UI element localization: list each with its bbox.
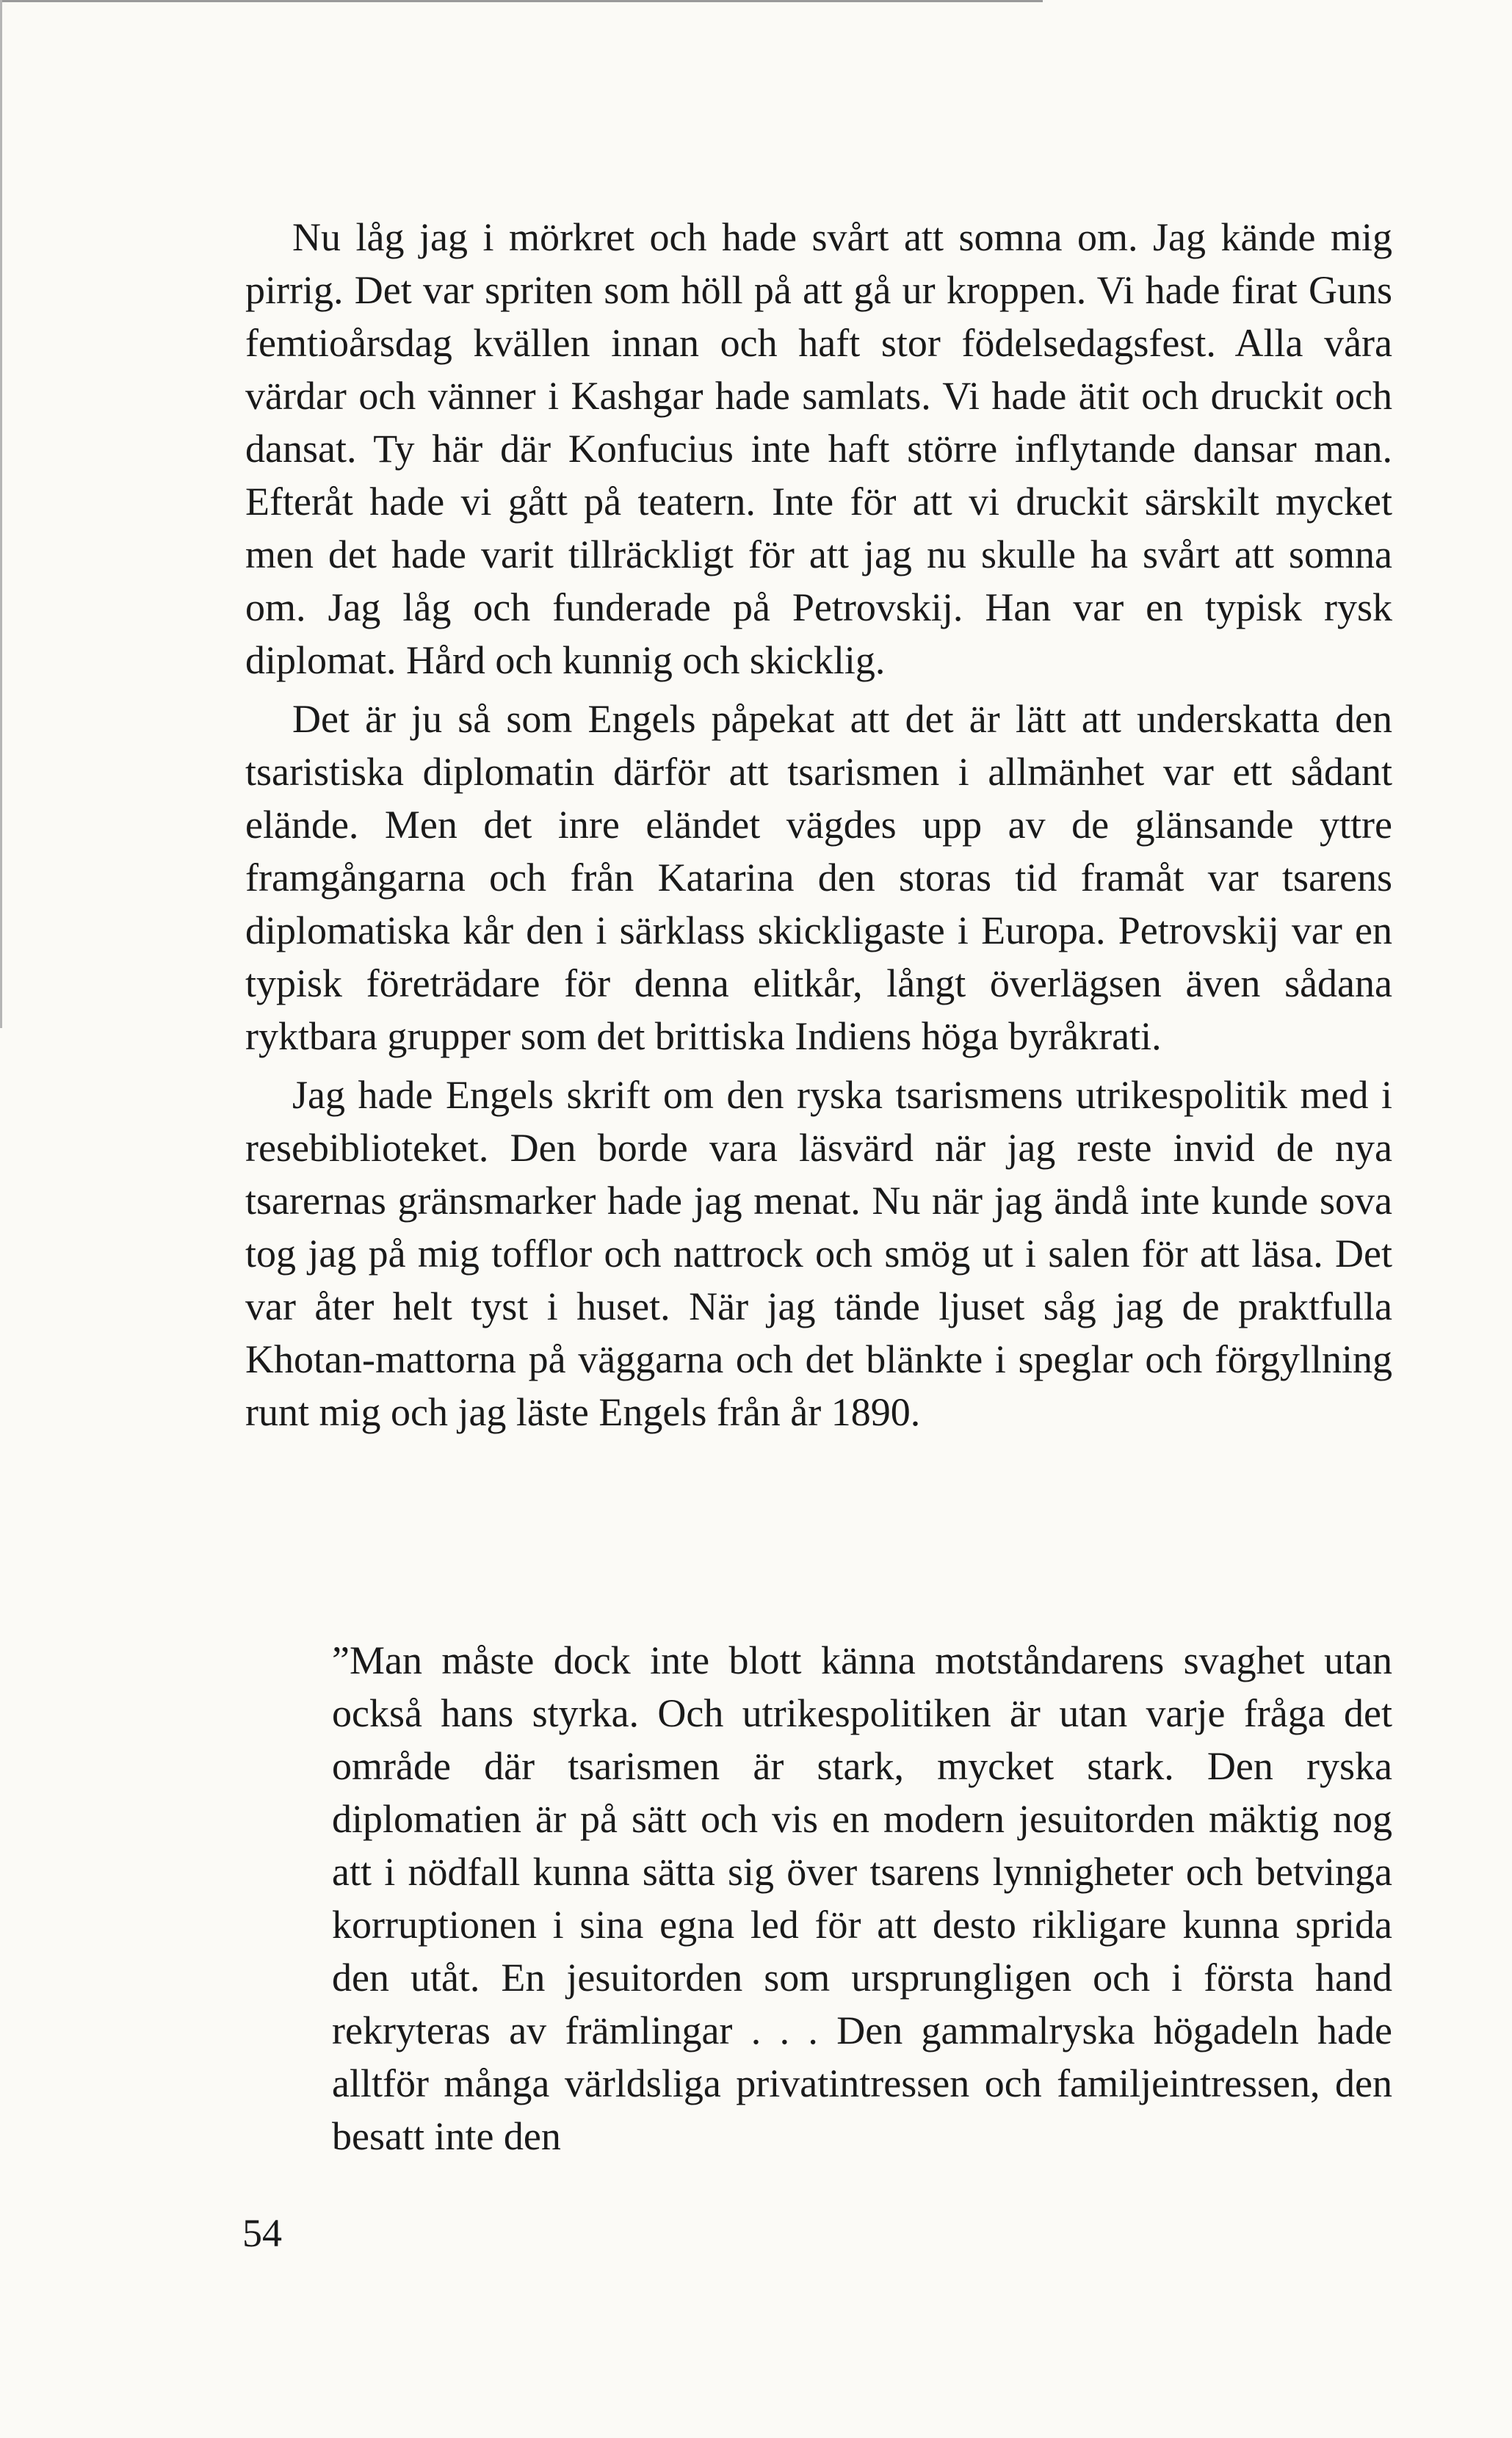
left-edge-rule <box>0 0 2 1028</box>
paragraph-3: Jag hade Engels skrift om den ryska tsarismens utrikespolitik med i resebiblioteket. Den borde vara läsvärd när jag reste invid de nya tsarernas gränsmarker hade jag menat. Nu när jag ändå inte kunde sova tog jag på mig tofflor och nattrock och smög ut i salen för att läsa. Det var åter helt tyst i huset. När jag tände ljuset såg jag de praktfulla Khotan-mattorna på väggarna och det blänkte i speglar och förgyllning runt mig och jag läste Engels från år 1890. <box>245 1073 1392 1434</box>
body-text <box>245 211 1392 1439</box>
top-edge-rule <box>0 0 1043 2</box>
paragraph-2: Det är ju så som Engels påpekat att det är lätt att underskatta den tsaristiska diplomatin därför att tsarismen i allmänhet var ett sådant elände. Men det inre eländet vägdes upp av de glänsande yttre framgångarna och från Katarina den storas tid framåt var tsarens diplomatiska kår den i särklass skickligaste i Europa. Petrovskij var en typisk företrädare för denna elitkår, långt överlägsen även sådana ryktbara grupper som det brittiska Indiens höga byråkrati. <box>245 697 1392 1058</box>
paragraph-1: Nu låg jag i mörkret och hade svårt att somna om. Jag kände mig pirrig. Det var spriten som höll på att gå ur kroppen. Vi hade firat Guns femtioårsdag kvällen innan och haft stor födelsedagsfest. Alla våra värdar och vänner i Kashgar hade samlats. Vi hade ätit och druckit och dansat. Ty här där Konfucius inte haft större inflytande dansar man. Efteråt hade vi gått på teatern. Inte för att vi druckit särskilt mycket men det hade varit tillräckligt för att jag nu skulle ha svårt att somna om. Jag låg och funderade på Petrovskij. Han var en typisk rysk diplomat. Hård och kunnig och skicklig. <box>245 215 1392 682</box>
quote-text: ”Man måste dock inte blott känna motståndarens svaghet utan också hans styrka. Och utrikespolitiken är utan varje fråga det område där tsarismen är stark, mycket stark. Den ryska diplomatien är på sätt och vis en modern jesuitorden mäktig nog att i nödfall kunna sätta sig över tsarens lynnigheter och betvinga korruptionen i sina egna led för att desto rikligare kunna sprida den utåt. En jesuitorden som ursprungligen och i första hand rekryteras av främlingar . . . Den gammalryska högadeln hade alltför många världsliga privatintressen och familjeintressen, den besatt inte den <box>332 1638 1392 2158</box>
page-number: 54 <box>242 2211 282 2255</box>
block-quote <box>332 1634 1392 2163</box>
